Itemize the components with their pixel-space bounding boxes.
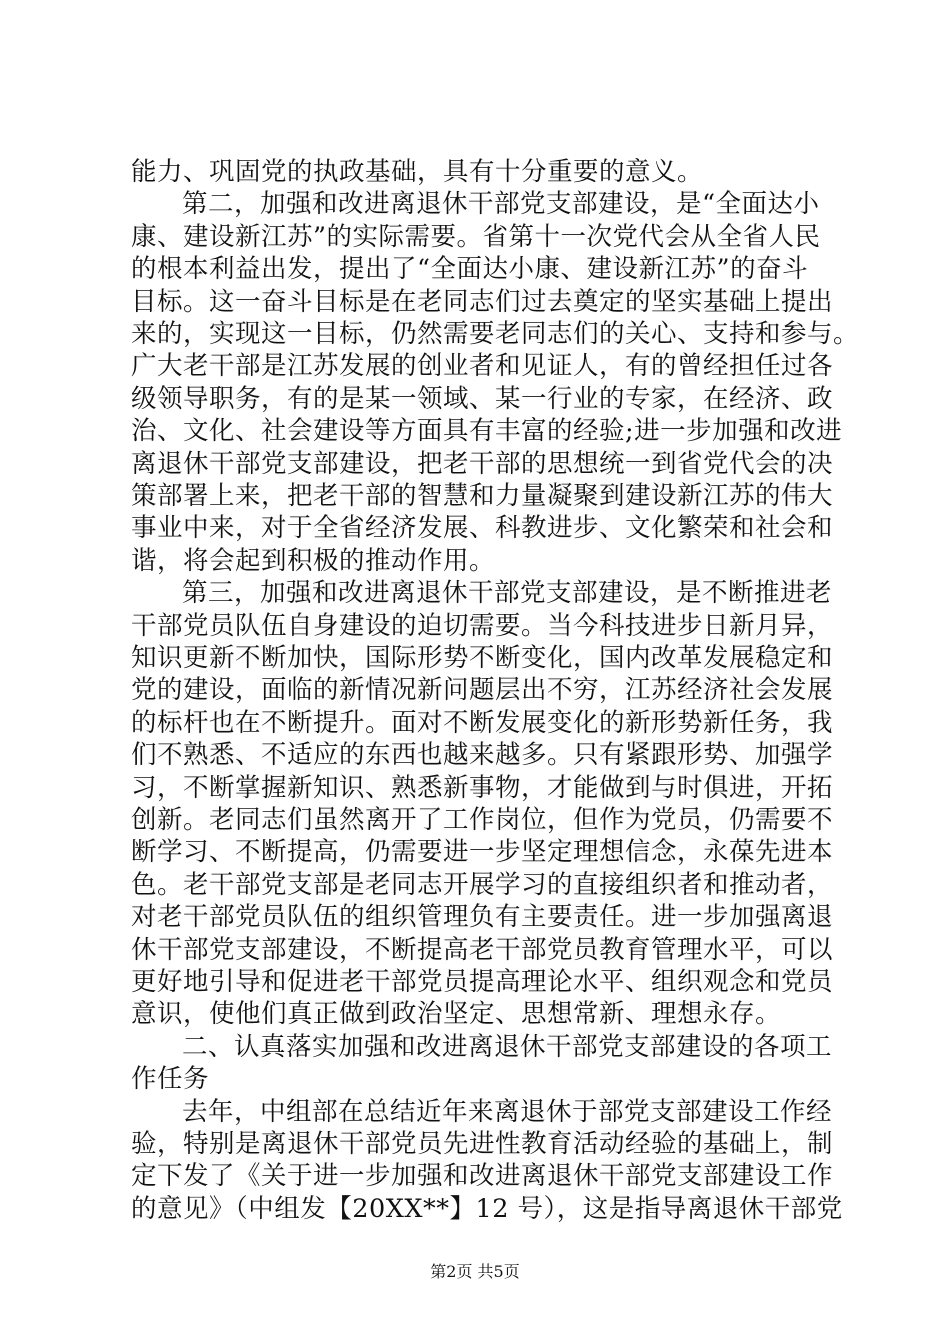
text-line: 对老干部党员队伍的组织管理负有主要责任。进一步加强离退 — [131, 902, 834, 933]
text-line: 能力、巩固党的执政基础，具有十分重要的意义。 — [131, 157, 704, 187]
text-line: 干部党员队伍自身建设的迫切需要。当今科技进步日新月异， — [131, 610, 834, 641]
text-line: 的标杆也在不断提升。面对不断发展变化的新形势新任务，我 — [131, 707, 834, 738]
text-line: 断学习、不断提高，仍需要进一步坚定理想信念，永葆先进本 — [131, 837, 834, 868]
text-line: 色。老干部党支部是老同志开展学习的直接组织者和推动者， — [131, 869, 834, 900]
text-line: 定下发了《关于进一步加强和改进离退休干部党支部建设工作 — [131, 1161, 834, 1192]
page-number-footer: 第2页 共5页 — [430, 1262, 520, 1281]
text-line: 验，特别是离退休干部党员先进性教育活动经验的基础上，制 — [131, 1129, 834, 1159]
text-line: 来的，实现这一目标，仍然需要老同志们的关心、支持和参与。 — [131, 319, 860, 349]
text-line: 的意见》（中组发【20XX**】12 号），这是指导离退休干部党 — [131, 1193, 843, 1224]
text-line: 第三，加强和改进离退休干部党支部建设，是不断推进老 — [182, 578, 833, 609]
text-line: 创新。老同志们虽然离开了工作岗位，但作为党员，仍需要不 — [131, 805, 834, 835]
text-line: 策部署上来，把老干部的智慧和力量凝聚到建设新江苏的伟大 — [131, 481, 834, 511]
text-line: 目标。这一奋斗目标是在老同志们过去奠定的坚实基础上提出 — [131, 286, 834, 317]
text-line: 的根本利益出发，提出了“全面达小康、建设新江苏”的奋斗 — [131, 254, 809, 285]
text-line: 知识更新不断加快，国际形势不断变化，国内改革发展稳定和 — [131, 643, 834, 673]
section-heading-line: 二、认真落实加强和改进离退休干部党支部建设的各项工 — [182, 1031, 833, 1062]
text-line: 事业中来，对于全省经济发展、科教进步、文化繁荣和社会和 — [131, 513, 834, 544]
text-line: 更好地引导和促进老干部党员提高理论水平、组织观念和党员 — [131, 967, 834, 997]
text-line: 休干部党支部建设，不断提高老干部党员教育管理水平，可以 — [131, 934, 834, 965]
text-line: 广大老干部是江苏发展的创业者和见证人，有的曾经担任过各 — [131, 351, 834, 382]
text-line: 第二，加强和改进离退休干部党支部建设，是“全面达小 — [182, 189, 820, 220]
text-line: 级领导职务，有的是某一领域、某一行业的专家，在经济、政 — [131, 383, 834, 414]
text-line: 党的建设，面临的新情况新问题层出不穷，江苏经济社会发展 — [131, 675, 834, 706]
text-line: 离退休干部党支部建设，把老干部的思想统一到省党代会的决 — [131, 448, 834, 479]
text-line: 谐，将会起到积极的推动作用。 — [131, 545, 496, 576]
section-heading-line: 作任务 — [131, 1064, 210, 1095]
text-line: 康、建设新江苏”的实际需要。省第十一次党代会从全省人民 — [131, 221, 821, 252]
text-line: 习，不断掌握新知识、熟悉新事物，才能做到与时俱进，开拓 — [131, 772, 834, 803]
text-line: 治、文化、社会建设等方面具有丰富的经验;进一步加强和改进 — [131, 416, 843, 447]
text-line: 去年，中组部在总结近年来离退休于部党支部建设工作经 — [182, 1096, 833, 1127]
text-line: 意识，使他们真正做到政治坚定、思想常新、理想永存。 — [131, 999, 782, 1030]
text-line: 们不熟悉、不适应的东西也越来越多。只有紧跟形势、加强学 — [131, 740, 834, 771]
